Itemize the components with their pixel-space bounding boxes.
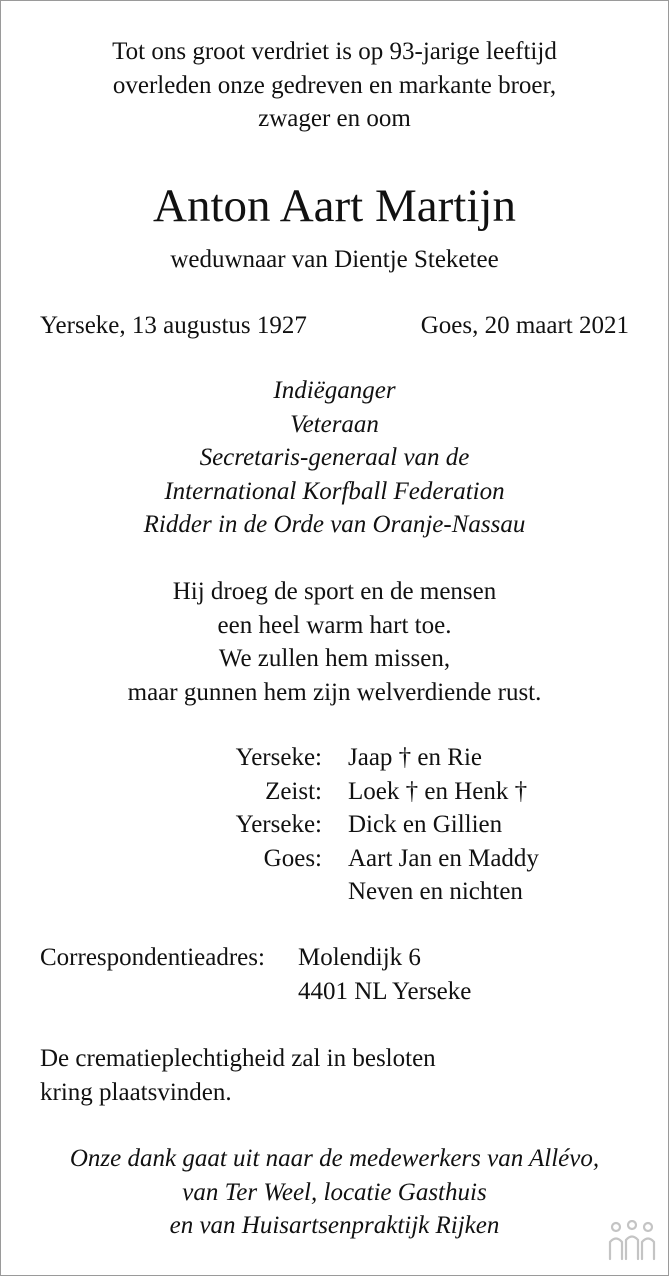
intro-line: Tot ons groot verdriet is op 93-jarige leeftijd xyxy=(112,38,557,65)
family-names: Jaap † en Rie xyxy=(348,744,482,771)
family-place: Yerseke: xyxy=(235,744,322,771)
family-place: Yerseke: xyxy=(235,811,322,838)
tribute-line: We zullen hem missen, xyxy=(218,645,451,672)
deceased-name: Anton Aart Martijn xyxy=(153,180,516,232)
thanks-line: en van Huisartsenpraktijk Rijken xyxy=(169,1212,500,1239)
family-place: Goes: xyxy=(263,844,322,872)
widow-of-text: weduwnaar van Dientje Steketee xyxy=(170,246,499,273)
family-names: Loek † en Henk † xyxy=(348,777,528,805)
tribute-line: Hij droeg de sport en de mensen xyxy=(172,578,497,605)
title-line: Ridder in de Orde van Oranje-Nassau xyxy=(143,511,526,538)
address-line: 4401 NL Yerseke xyxy=(298,977,472,1005)
thanks-line: van Ter Weel, locatie Gasthuis xyxy=(182,1178,487,1206)
birth-place-date: Yerseke, 13 augustus 1927 xyxy=(40,312,307,339)
tribute-line: maar gunnen hem zijn welverdiende rust. xyxy=(127,678,542,706)
intro-text xyxy=(0,35,669,136)
title-line: Veteraan xyxy=(290,410,379,438)
tribute-text xyxy=(0,575,669,709)
thanks-line: Onze dank gaat uit naar de medewerkers van Allévo, xyxy=(69,1145,600,1172)
intro-line: overleden onze gedreven en markante broer, xyxy=(112,71,557,99)
people-group-icon xyxy=(607,1220,657,1262)
correspondence-address xyxy=(298,941,471,1008)
titles-list xyxy=(0,374,669,542)
family-names: Dick en Gillien xyxy=(348,811,503,838)
family-place: Zeist: xyxy=(265,777,322,805)
family-names: Neven en nichten xyxy=(348,878,523,905)
ceremony-text xyxy=(40,1042,436,1109)
ceremony-line: kring plaatsvinden. xyxy=(40,1078,232,1106)
tribute-line: een heel warm hart toe. xyxy=(217,611,452,639)
intro-line: zwager en oom xyxy=(258,105,411,132)
correspondence-label: Correspondentieadres: xyxy=(40,944,265,971)
title-line: Secretaris-generaal van de xyxy=(199,444,470,471)
title-line: International Korfball Federation xyxy=(164,477,505,505)
death-place-date: Goes, 20 maart 2021 xyxy=(420,312,629,339)
thanks-text xyxy=(0,1142,669,1243)
address-line: Molendijk 6 xyxy=(298,944,421,971)
family-names: Aart Jan en Maddy xyxy=(348,844,539,872)
title-line: Indiëganger xyxy=(273,377,396,404)
ceremony-line: De crematieplechtigheid zal in besloten xyxy=(40,1045,436,1072)
